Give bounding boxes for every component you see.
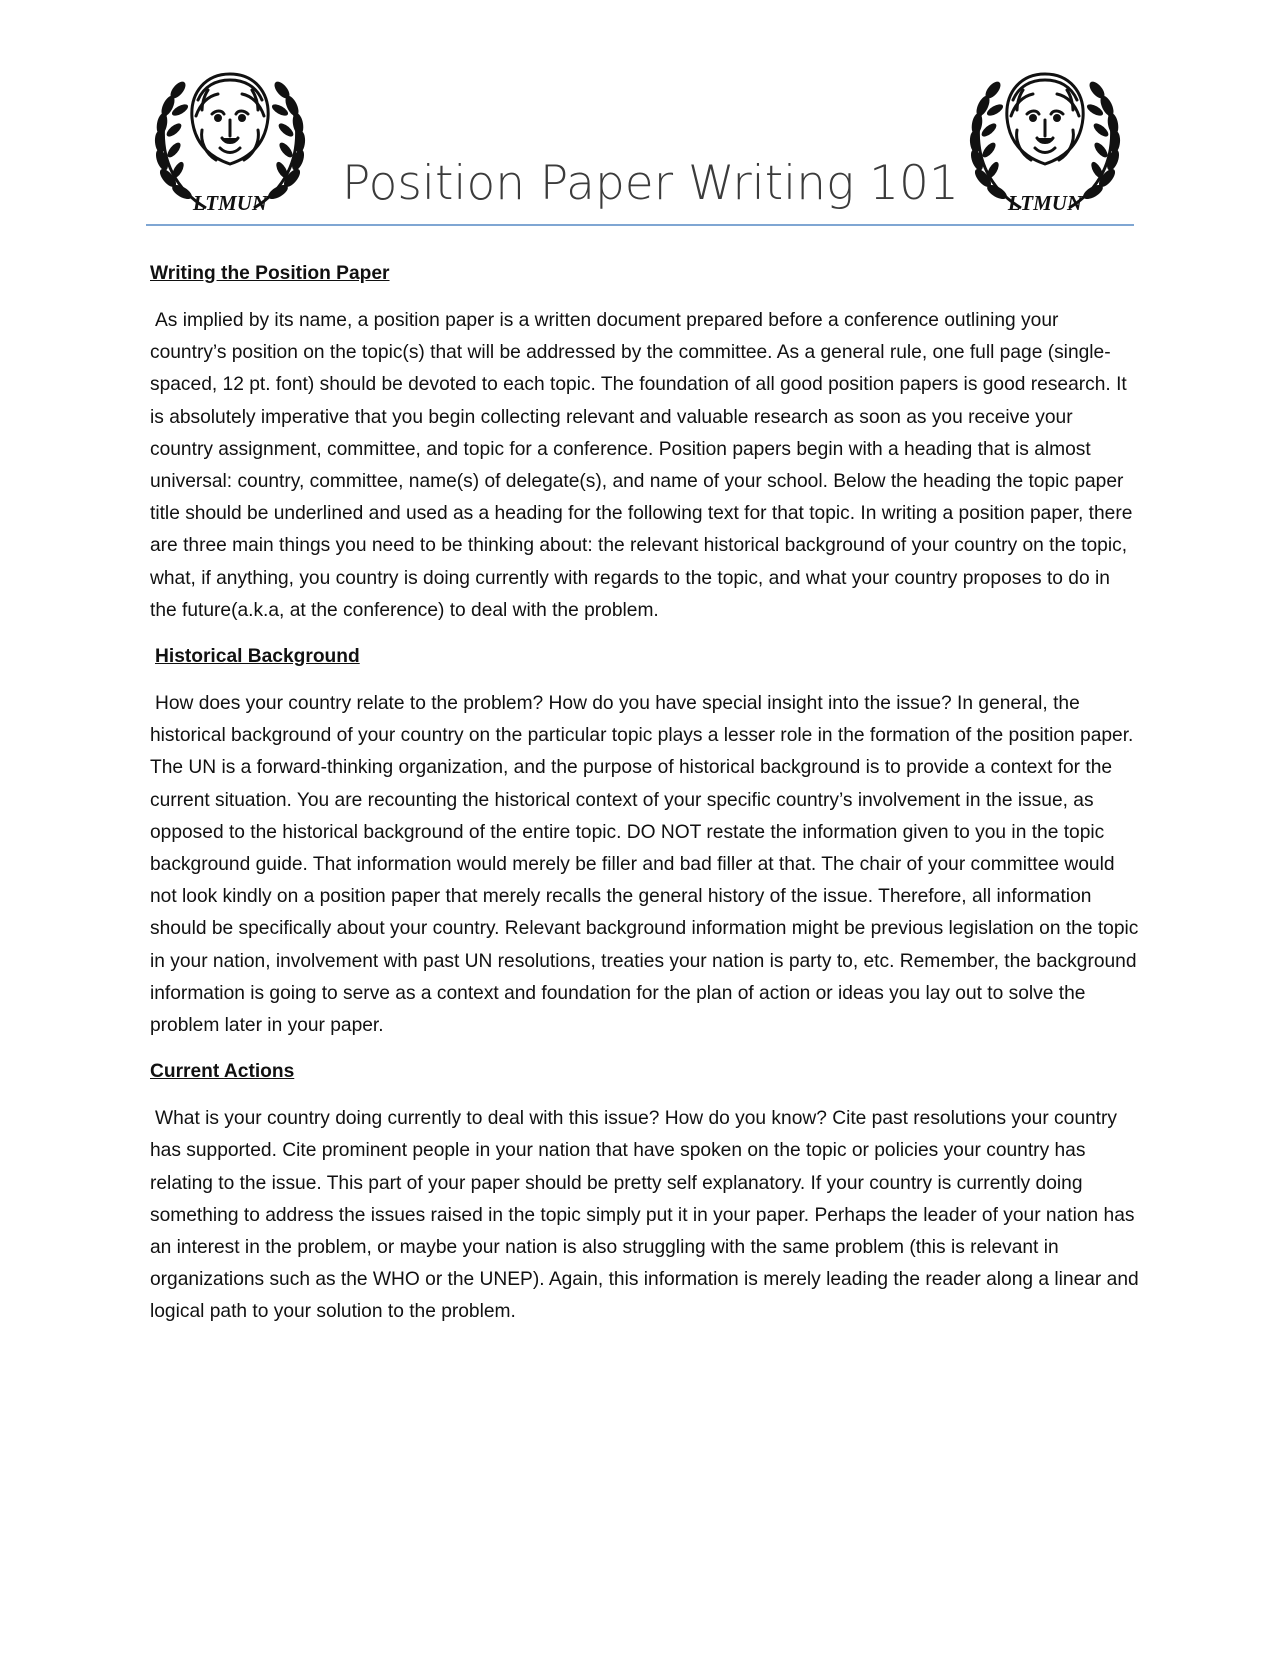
page-title: Position Paper Writing 101 [342, 156, 959, 211]
section-paragraph-current-actions: What is your country doing currently to deal with this issue? How do you know? Cite past resolutions your country has supported. Cite prominent people in your nation that have spoken on the topic or policies your country has relating to the issue. This part of your paper should be pretty self explanatory. If your country is currently doing something to address the issues raised in the topic simply put it in your paper. Perhaps the leader of your nation has an interest in the problem, or maybe your nation is also struggling with the same problem (this is relevant in organizations such as the WHO or the UNEP). Again, this information is merely leading the reader along a linear and logical path to your solution to the problem. [150, 1108, 1139, 1323]
document-body [150, 258, 1140, 1343]
section-heading-writing: Writing the Position Paper [150, 263, 390, 284]
logo-text-right: LTMUN [1007, 191, 1083, 215]
ltmun-logo-right [961, 60, 1129, 228]
logo-text-left: LTMUN [192, 191, 268, 215]
section-heading-current-actions: Current Actions [150, 1061, 295, 1083]
section-heading-historical: Historical Background [155, 646, 360, 668]
lion-laurel-emblem-icon [961, 60, 1129, 228]
document-header [146, 56, 1134, 226]
ltmun-logo-left [146, 60, 314, 228]
lion-laurel-emblem-icon [146, 60, 314, 228]
title-underline-rule [146, 224, 1134, 226]
section-paragraph-writing: As implied by its name, a position paper is a written document prepared before a conference outlining your country’s position on the topic(s) that will be addressed by the committee. As a general rule, one full page (single-spaced, 12 pt. font) should be devoted to each topic. The foundation of all good position papers is good research. It is absolutely imperative that you begin collecting relevant and valuable research as soon as you receive your country assignment, committee, and topic for a conference. Position papers begin with a heading that is almost universal: country, committee, name(s) of delegate(s), and name of your school. Below the heading the topic paper title should be underlined and used as a heading for the following text for that topic. In writing a position paper, there are three main things you need to be thinking about: the relevant historical background of your country on the topic, what, if anything, you country is doing currently with regards to the topic, and what your country proposes to do in the future(a.k.a, at the conference) to deal with the problem. [150, 310, 1133, 621]
section-paragraph-historical: How does your country relate to the problem? How do you have special insight into the issue? In general, the historical background of your country on the particular topic plays a lesser role in the formation of the position paper. The UN is a forward-thinking organization, and the purpose of historical background is to provide a context for the current situation. You are recounting the historical context of your specific country’s involvement in the issue, as opposed to the historical background of the entire topic. DO NOT restate the information given to you in the topic background guide. That information would merely be filler and bad filler at that. The chair of your committee would not look kindly on a position paper that merely recalls the general history of the issue. Therefore, all information should be specifically about your country. Relevant background information might be previous legislation on the topic in your nation, involvement with past UN resolutions, treaties your nation is party to, etc. Remember, the background information is going to serve as a context and foundation for the plan of action or ideas you lay out to solve the problem later in your paper. [150, 693, 1139, 1037]
